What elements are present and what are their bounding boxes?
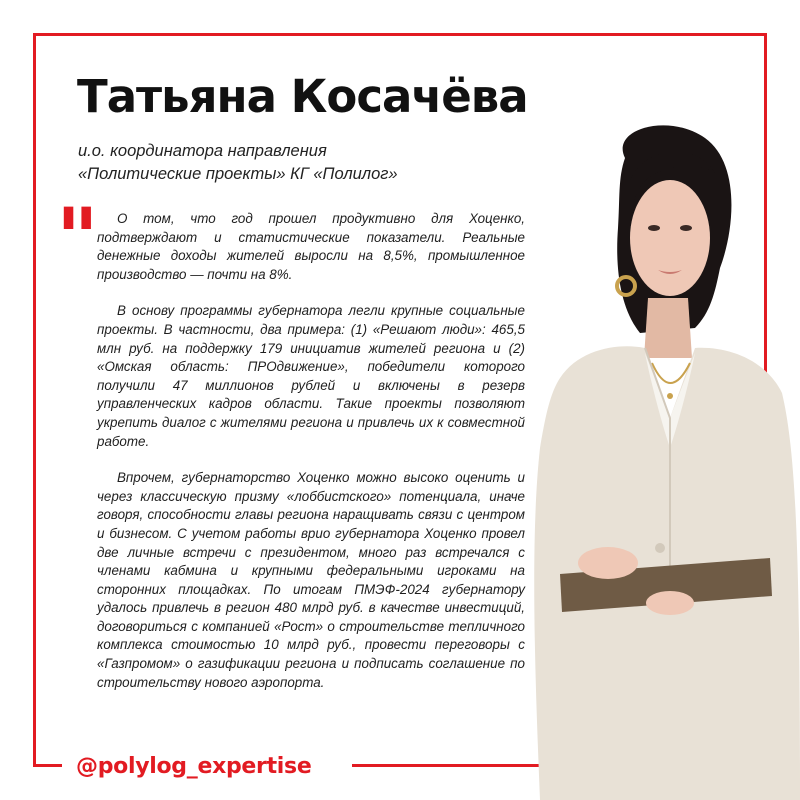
person-name: Татьяна Косачёва — [77, 70, 528, 123]
person-role — [78, 140, 438, 186]
role-line-2: «Политические проекты» КГ «Полилог» — [78, 165, 398, 183]
quote-mark-icon: " — [56, 191, 99, 287]
portrait-photo — [520, 118, 800, 800]
role-line-1: и.о. координатора направления — [78, 142, 327, 160]
social-handle: @polylog_expertise — [76, 754, 312, 779]
quote-text — [97, 210, 525, 710]
quote-paragraph-1: О том, что год прошел продуктивно для Хоценко, подтверждают и статистические показатели. Реальные денежные доходы жителей выросли на 8,5%, промышленное производство — почти на 8%. — [97, 211, 525, 282]
quote-paragraph-2: В основу программы губернатора легли крупные социальные проекты. В частности, два примера: (1) «Решают люди»: 465,5 млн руб. на поддержку 179 инициатив жителей региона и (2) «Омская область: ПРОдвижение», победители которого получили 47 миллионов рублей и включены в резерв управленческих кадров области. Такие проекты позволяют укрепить диалог с жителями региона и привлечь их к совместной работе. — [97, 303, 525, 449]
quote-paragraph-3: Впрочем, губернаторство Хоценко можно высоко оценить и через классическую призму «лоббистского» потенциала, иначе говоря, способности главы региона наращивать связи с центром и бизнесом. С учетом работы врио губернатора Хоценко провел две личные встречи с президентом, много раз встречался с членами кабмина и крупными федеральными игроками на сторонних площадках. По итогам ПМЭФ-2024 губернатору удалось привлечь в регион 480 млрд руб. в качестве инвестиций, договориться с компанией «Рост» о строительстве тепличного комплекса стоимостью 10 млрд руб., провести переговоры с «Газпромом» о газификации региона и подписать соглашение по строительству нового аэропорта. — [97, 470, 525, 690]
